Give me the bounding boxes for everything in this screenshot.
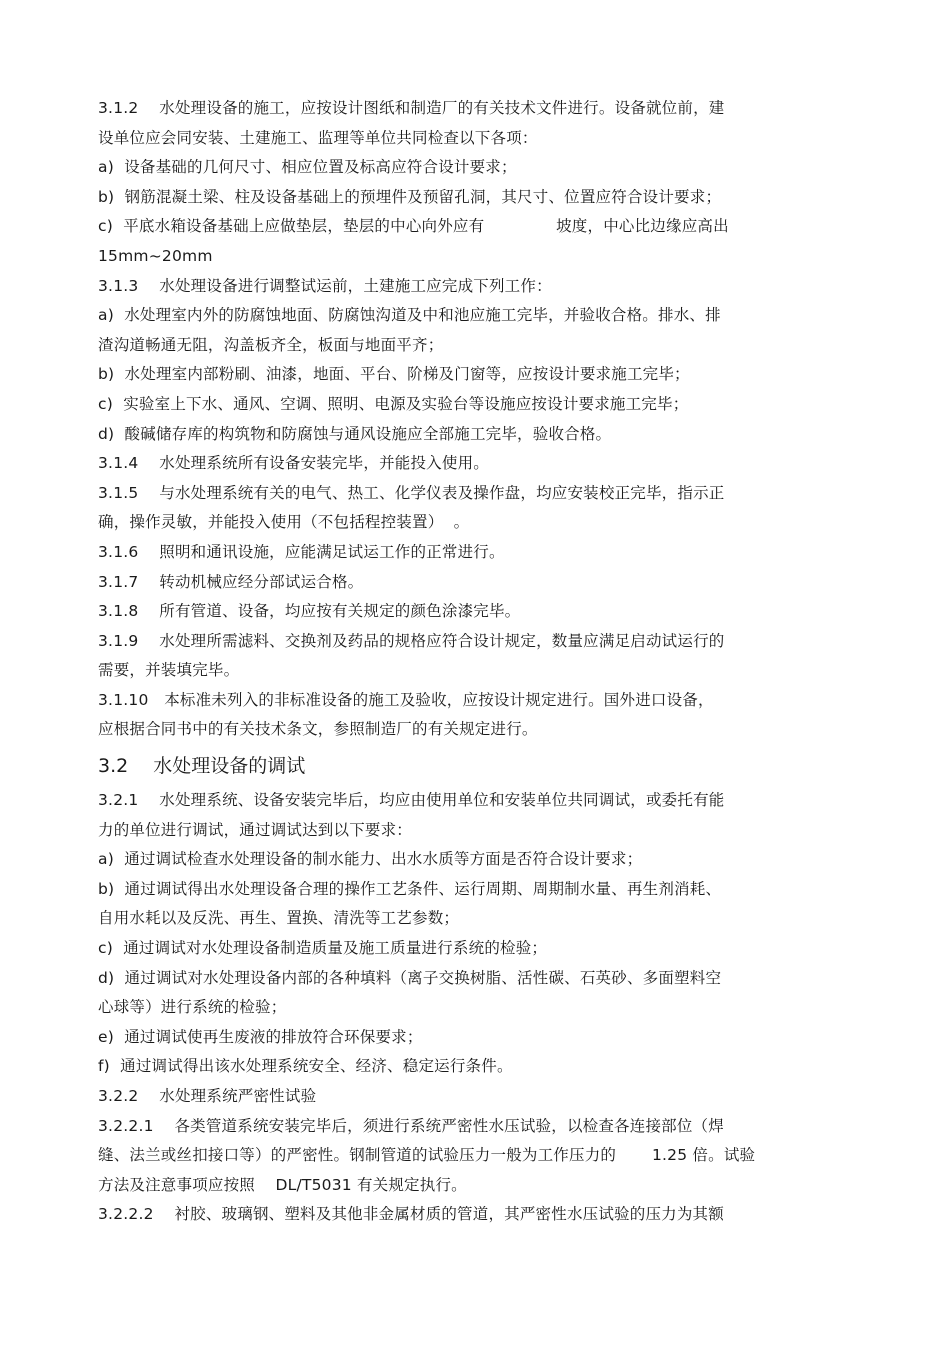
text-line: a) 设备基础的几何尺寸、相应位置及标高应符合设计要求； [98, 158, 517, 177]
text-line: d) 通过调试对水处理设备内部的各种填料（离子交换树脂、活性碳、石英砂、多面塑料空 [98, 968, 722, 987]
text-line: d) 酸碱储存库的构筑物和防腐蚀与通风设施应全部施工完毕，验收合格。 [98, 424, 612, 443]
text-line: b) 钢筋混凝土梁、柱及设备基础上的预埋件及预留孔洞，其尺寸、位置应符合设计要求； [98, 187, 722, 206]
text-line: b) 通过调试得出水处理设备合理的操作工艺条件、运行周期、周期制水量、再生剂消耗、 [98, 879, 722, 898]
text-line: 自用水耗以及反洗、再生、置换、清洗等工艺参数； [98, 909, 460, 928]
text-line: 3.1.7 转动机械应经分部试运合格。 [98, 572, 364, 591]
text-line: c) 通过调试对水处理设备制造质量及施工质量进行系统的检验； [98, 939, 548, 958]
text-line: 3.1.9 水处理所需滤料、交换剂及药品的规格应符合设计规定，数量应满足启动试运行的 [98, 631, 725, 650]
text-line: a) 通过调试检查水处理设备的制水能力、出水水质等方面是否符合设计要求； [98, 850, 643, 869]
text-line: 3.1.2 水处理设备的施工，应按设计图纸和制造厂的有关技术文件进行。设备就位前，建 [98, 99, 725, 117]
text-line: e) 通过调试使再生废液的排放符合环保要求； [98, 1027, 423, 1046]
text-line: 设单位应会同安装、土建施工、监理等单位共同检查以下各项： [98, 128, 538, 147]
text-line: 3.1.5 与水处理系统有关的电气、热工、化学仪表及操作盘，均应安装校正完毕，指示正 [98, 483, 725, 502]
text-line: 3.2.1 水处理系统、设备安装完毕后，均应由使用单位和安装单位共同调试，或委托有能 [98, 791, 725, 810]
document-page [98, 94, 858, 1230]
text-line: 心球等）进行系统的检验； [98, 998, 287, 1017]
text-line: 3.2.2.2 衬胶、玻璃钢、塑料及其他非金属材质的管道，其严密性水压试验的压力为其额 [98, 1205, 724, 1224]
text-line: c) 平底水箱设备基础上应做垫层，垫层的中心向外应有 坡度，中心比边缘应高出 [98, 217, 729, 236]
text-line: a) 水处理室内外的防腐蚀地面、防腐蚀沟道及中和池应施工完毕，并验收合格。排水、排 [98, 306, 721, 325]
text-line: 3.1.10 本标准未列入的非标准设备的施工及验收，应按设计规定进行。国外进口设备， [98, 690, 714, 709]
text-line: 渣沟道畅通无阻，沟盖板齐全，板面与地面平齐； [98, 335, 444, 354]
text-line: 方法及注意事项应按照 DL/T5031 有关规定执行。 [98, 1175, 467, 1194]
text-line: 3.1.6 照明和通讯设施，应能满足试运工作的正常进行。 [98, 542, 505, 561]
text-line: 应根据合同书中的有关技术条文，参照制造厂的有关规定进行。 [98, 720, 538, 739]
text-line: 3.1.8 所有管道、设备，均应按有关规定的颜色涂漆完毕。 [98, 602, 521, 621]
text-line: 确，操作灵敏，并能投入使用（不包括程控装置） 。 [98, 513, 470, 532]
text-line: 需要，并装填完毕。 [98, 661, 240, 680]
text-line: 3.1.4 水处理系统所有设备安装完毕，并能投入使用。 [98, 454, 489, 473]
text-line: 缝、法兰或丝扣接口等）的严密性。钢制管道的试验压力一般为工作压力的 1.25 倍。试验 [98, 1146, 756, 1165]
text-line: 力的单位进行调试，通过调试达到以下要求： [98, 820, 413, 839]
text-line: 3.2.2.1 各类管道系统安装完毕后，须进行系统严密性水压试验，以检查各连接部位（焊 [98, 1116, 724, 1135]
text-line: 3.2.2 水处理系统严密性试验 [98, 1087, 317, 1105]
text-line: 15mm~20mm [98, 246, 213, 265]
text-line: f) 通过调试得出该水处理系统安全、经济、稳定运行条件。 [98, 1057, 513, 1076]
text-line: c) 实验室上下水、通风、空调、照明、电源及实验台等设施应按设计要求施工完毕； [98, 394, 689, 413]
section-heading: 3.2 水处理设备的调试 [98, 755, 306, 778]
text-line: 3.1.3 水处理设备进行调整试运前，土建施工应完成下列工作： [98, 276, 552, 295]
text-line: b) 水处理室内部粉刷、油漆，地面、平台、阶梯及门窗等，应按设计要求施工完毕； [98, 365, 690, 384]
